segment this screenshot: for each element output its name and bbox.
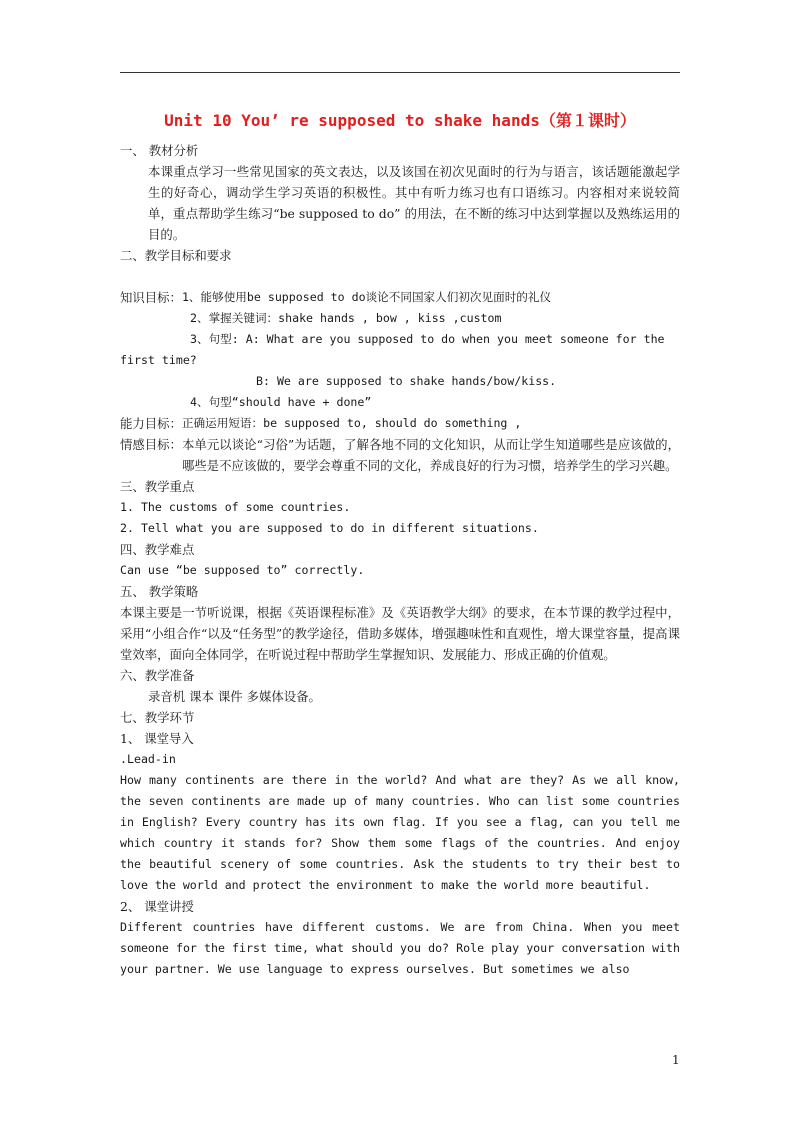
knowledge-goal-3b: first time? (120, 353, 197, 367)
section-4-heading: 四、教学难点 (120, 542, 195, 557)
section-1-heading: 一、 教材分析 (120, 143, 199, 158)
key-point-2: 2. Tell what you are supposed to do in different situations. (120, 521, 539, 535)
subsection-2-heading: 2、 课堂讲授 (120, 899, 194, 914)
knowledge-goal-2: 2、掌握关键词：shake hands , bow , kiss ,custom (190, 311, 502, 325)
section-2-heading: 二、教学目标和要求 (120, 248, 232, 263)
ability-goal-row (120, 413, 680, 434)
section-7-heading: 七、教学环节 (120, 710, 195, 725)
ability-goal-label: 能力目标： (120, 416, 182, 431)
difficult-point-1: Can use “be supposed to” correctly. (120, 563, 365, 577)
section-6-heading: 六、教学准备 (120, 668, 195, 683)
knowledge-goal-3a: 3、句型: A: What are you supposed to do when you meet someone for the (190, 332, 665, 346)
section-5-body: 本课主要是一节听说课，根据《英语课程标准》及《英语教学大纲》的要求，在本节课的教学过程中，采用“小组合作“以及“任务型”的教学途径，借助多媒体，增强趣味性和直观性，增大课堂容量，提高课堂效率，面向全体同学，在听说过程中帮助学生掌握知识、发展能力、形成正确的价值观。 (120, 605, 680, 662)
page-number: 1 (672, 1053, 680, 1067)
document-title: Unit 10 You’ re supposed to shake hands（第１课时） (164, 111, 636, 130)
section-3-heading: 三、教学重点 (120, 479, 195, 494)
emotion-goal-text: 本单元以谈论“习俗”为话题，了解各地不同的文化知识，从而让学生知道哪些是应该做的，哪些是不应该做的，要学会尊重不同的文化，养成良好的行为习惯，培养学生的学习兴趣。 (181, 437, 680, 473)
lead-in-label: .Lead-in (120, 752, 176, 766)
emotion-goal-label: 情感目标： (120, 437, 182, 452)
header-rule (120, 72, 680, 73)
key-point-1: 1. The customs of some countries. (120, 500, 351, 514)
lead-in-body: How many continents are there in the world? And what are they? As we all know, the seven continents are made up of many countries. Who can list some countries in English? Every country has its own flag. If you see a flag, can you tell me which country it stands for? Show them some flags of the countries. And enjoy the beautiful scenery of some countries. Ask the students to try their best to love the world and protect the environment to make the world more beautiful. (120, 773, 680, 892)
knowledge-goal-3c: B: We are supposed to shake hands/bow/kiss. (256, 374, 557, 388)
blank-line (120, 266, 680, 287)
document-body (120, 140, 680, 980)
section-5-heading: 五、 教学策略 (120, 584, 199, 599)
section-1-body: 本课重点学习一些常见国家的英文表达，以及该国在初次见面时的行为与语言，该话题能激起学生的好奇心，调动学生学习英语的积极性。其中有听力练习也有口语练习。内容相对来说较简单，重点帮助学生练习“be supposed to do” 的用法，在不断的练习中达到掌握以及熟练运用的目的。 (148, 164, 680, 242)
subsection-1-heading: 1、 课堂导入 (120, 731, 194, 746)
knowledge-goal-row (120, 287, 680, 308)
knowledge-goal-label: 知识目标： (120, 290, 182, 305)
section-6-body: 录音机 课本 课件 多媒体设备。 (148, 689, 321, 704)
knowledge-goal-4: 4、句型“should have + done” (190, 395, 372, 409)
emotion-goal-row (120, 434, 680, 476)
teaching-body: Different countries have different customs. We are from China. When you meet someone for the first time, what should you do? Role play your conversation with your partner. We use language to express ourselves. But sometimes we also (120, 920, 680, 976)
knowledge-goal-1: 1、能够使用be supposed to do谈论不同国家人们初次见面时的礼仪 (181, 290, 552, 304)
ability-goal-text: 正确运用短语：be supposed to, should do something , (181, 416, 522, 430)
